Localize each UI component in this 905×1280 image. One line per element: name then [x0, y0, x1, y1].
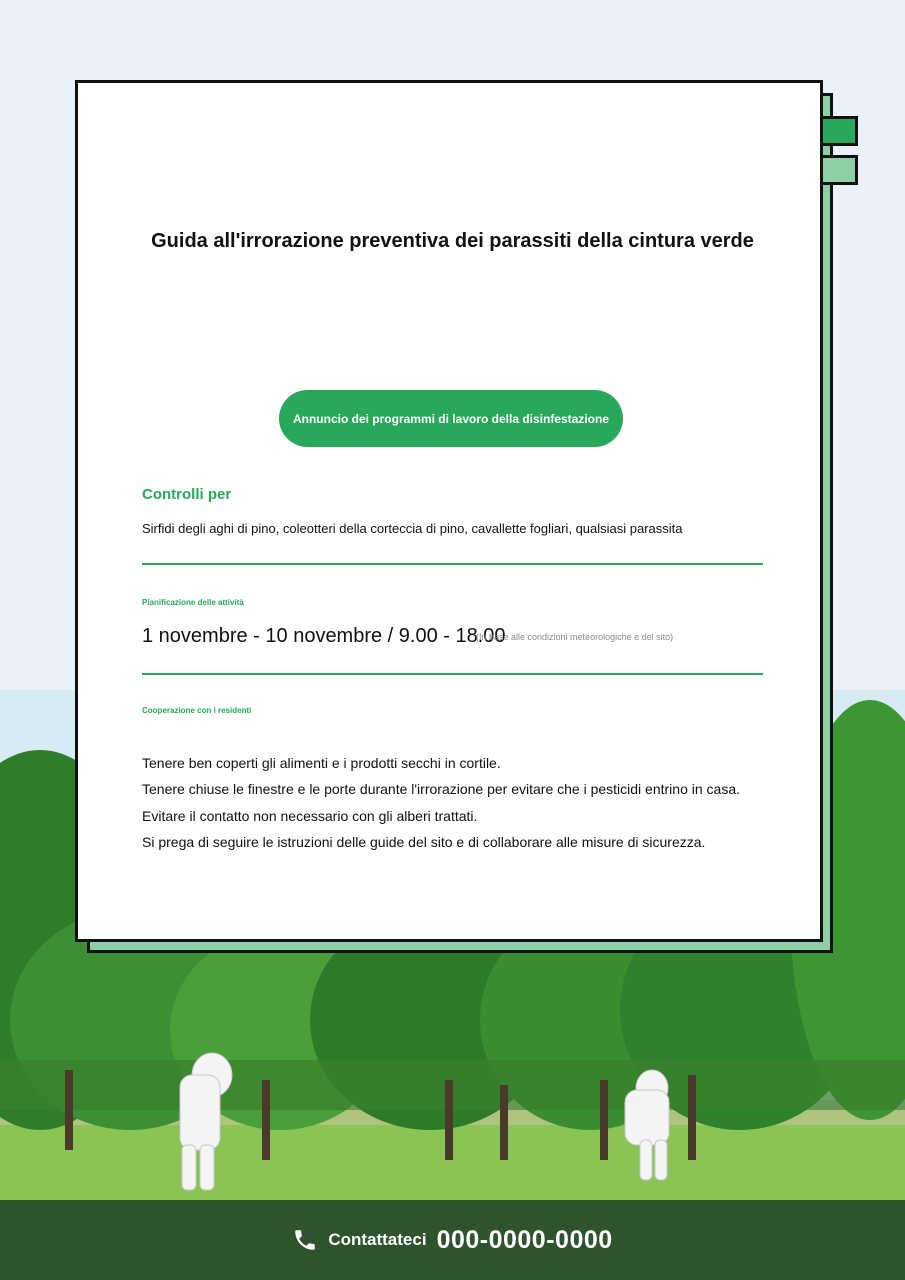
cooperation-item: Evitare il contatto non necessario con gli alberi trattati. — [142, 808, 478, 824]
schedule-label: Pianificazione delle attività — [142, 598, 244, 607]
cooperation-item: Tenere ben coperti gli alimenti e i prodotti secchi in cortile. — [142, 755, 501, 771]
contact-footer — [0, 1200, 905, 1280]
cooperation-item: Tenere chiuse le finestre e le porte durante l'irrorazione per evitare che i pesticidi entrino in casa. — [142, 781, 740, 797]
divider — [142, 673, 763, 675]
schedule-value: 1 novembre - 10 novembre / 9.00 - 18.00 — [142, 625, 506, 647]
targets-heading: Controlli per — [142, 486, 232, 503]
decorative-tab — [820, 155, 858, 185]
targets-text: Sirfidi degli aghi di pino, coleotteri della corteccia di pino, cavallette fogliari, qualsiasi parassita — [142, 521, 683, 536]
cooperation-item: Si prega di seguire le istruzioni delle guide del sito e di collaborare alle misure di sicurezza. — [142, 834, 706, 850]
contact-label: Contattateci — [328, 1230, 427, 1249]
decorative-tab — [820, 116, 858, 146]
divider — [142, 563, 763, 565]
announcement-button[interactable]: Annuncio dei programmi di lavoro della disinfestazione — [279, 390, 623, 447]
phone-number[interactable]: 000-0000-0000 — [436, 1225, 613, 1254]
page-title: Guida all'irrorazione preventiva dei parassiti della cintura verde — [151, 230, 754, 252]
cooperation-label: Cooperazione con i residenti — [142, 706, 252, 715]
phone-icon — [292, 1227, 318, 1253]
schedule-note: (In base alle condizioni meteorologiche e del sito) — [476, 632, 674, 642]
